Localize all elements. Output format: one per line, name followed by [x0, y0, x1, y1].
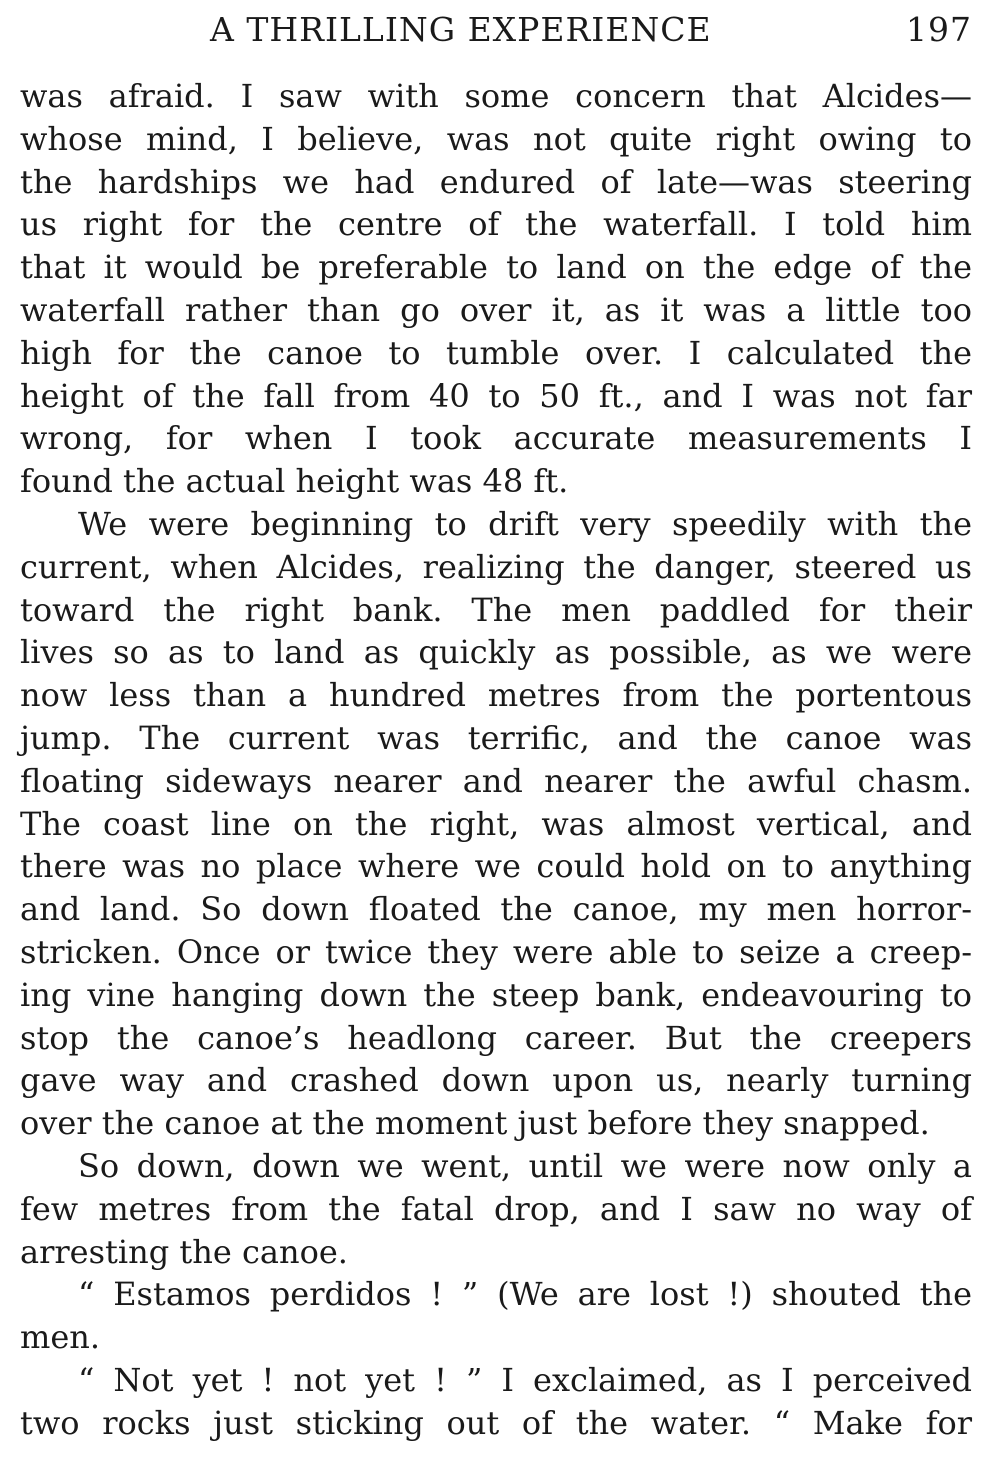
text-line: So down, down we went, until we were now only a [78, 1146, 972, 1185]
text-line: ing vine hanging down the steep bank, endeavouring to [20, 975, 972, 1014]
text-line: The coast line on the right, was almost vertical, and [20, 804, 972, 843]
text-line: toward the right bank. The men paddled for their [20, 590, 972, 629]
text-line: now less than a hundred metres from the portentous [20, 676, 972, 715]
text-line: stop the canoe’s headlong career. But the creepers [20, 1018, 972, 1057]
body-text [20, 75, 972, 1445]
text-line: gave way and crashed down upon us, nearly turning [20, 1061, 972, 1100]
text-line: whose mind, I believe, was not quite right owing to [20, 119, 972, 158]
text-line: high for the canoe to tumble over. I calculated the [20, 333, 972, 372]
text-line: wrong, for when I took accurate measurements I [20, 419, 972, 458]
text-line: arresting the canoe. [20, 1232, 348, 1271]
running-head [20, 10, 972, 60]
text-line: floating sideways nearer and nearer the awful chasm. [20, 761, 972, 800]
text-line: “ Estamos perdidos ! ” (We are lost !) shouted the [78, 1275, 972, 1314]
page-number: 197 [906, 10, 972, 49]
text-line: was afraid. I saw with some concern that Alcides— [20, 77, 972, 115]
text-line: lives so as to land as quickly as possible, as we were [20, 633, 972, 672]
text-line: there was no place where we could hold on to anything [20, 847, 972, 886]
text-line: that it would be preferable to land on the edge of the [20, 248, 972, 287]
text-line: over the canoe at the moment just before they snapped. [20, 1104, 930, 1143]
text-line: two rocks just sticking out of the water. “ Make for [20, 1403, 972, 1442]
text-line: few metres from the fatal drop, and I saw no way of [20, 1189, 972, 1228]
text-line: and land. So down floated the canoe, my men horror- [20, 890, 972, 929]
text-line: the hardships we had endured of late—was steering [20, 162, 972, 201]
text-line: waterfall rather than go over it, as it was a little too [20, 290, 972, 329]
text-line: jump. The current was terrific, and the canoe was [20, 718, 972, 757]
text-line: current, when Alcides, realizing the danger, steered us [20, 547, 972, 586]
text-line: found the actual height was 48 ft. [20, 462, 569, 501]
text-line: We were beginning to drift very speedily with the [78, 504, 972, 543]
text-line: “ Not yet ! not yet ! ” I exclaimed, as I perceived [78, 1360, 972, 1399]
text-line: height of the fall from 40 to 50 ft., and I was not far [20, 376, 972, 415]
text-line: us right for the centre of the waterfall. I told him [20, 205, 972, 244]
text-line: men. [20, 1318, 101, 1357]
running-title: A THRILLING EXPERIENCE [210, 10, 712, 49]
text-line: stricken. Once or twice they were able to seize a creep- [20, 932, 972, 971]
